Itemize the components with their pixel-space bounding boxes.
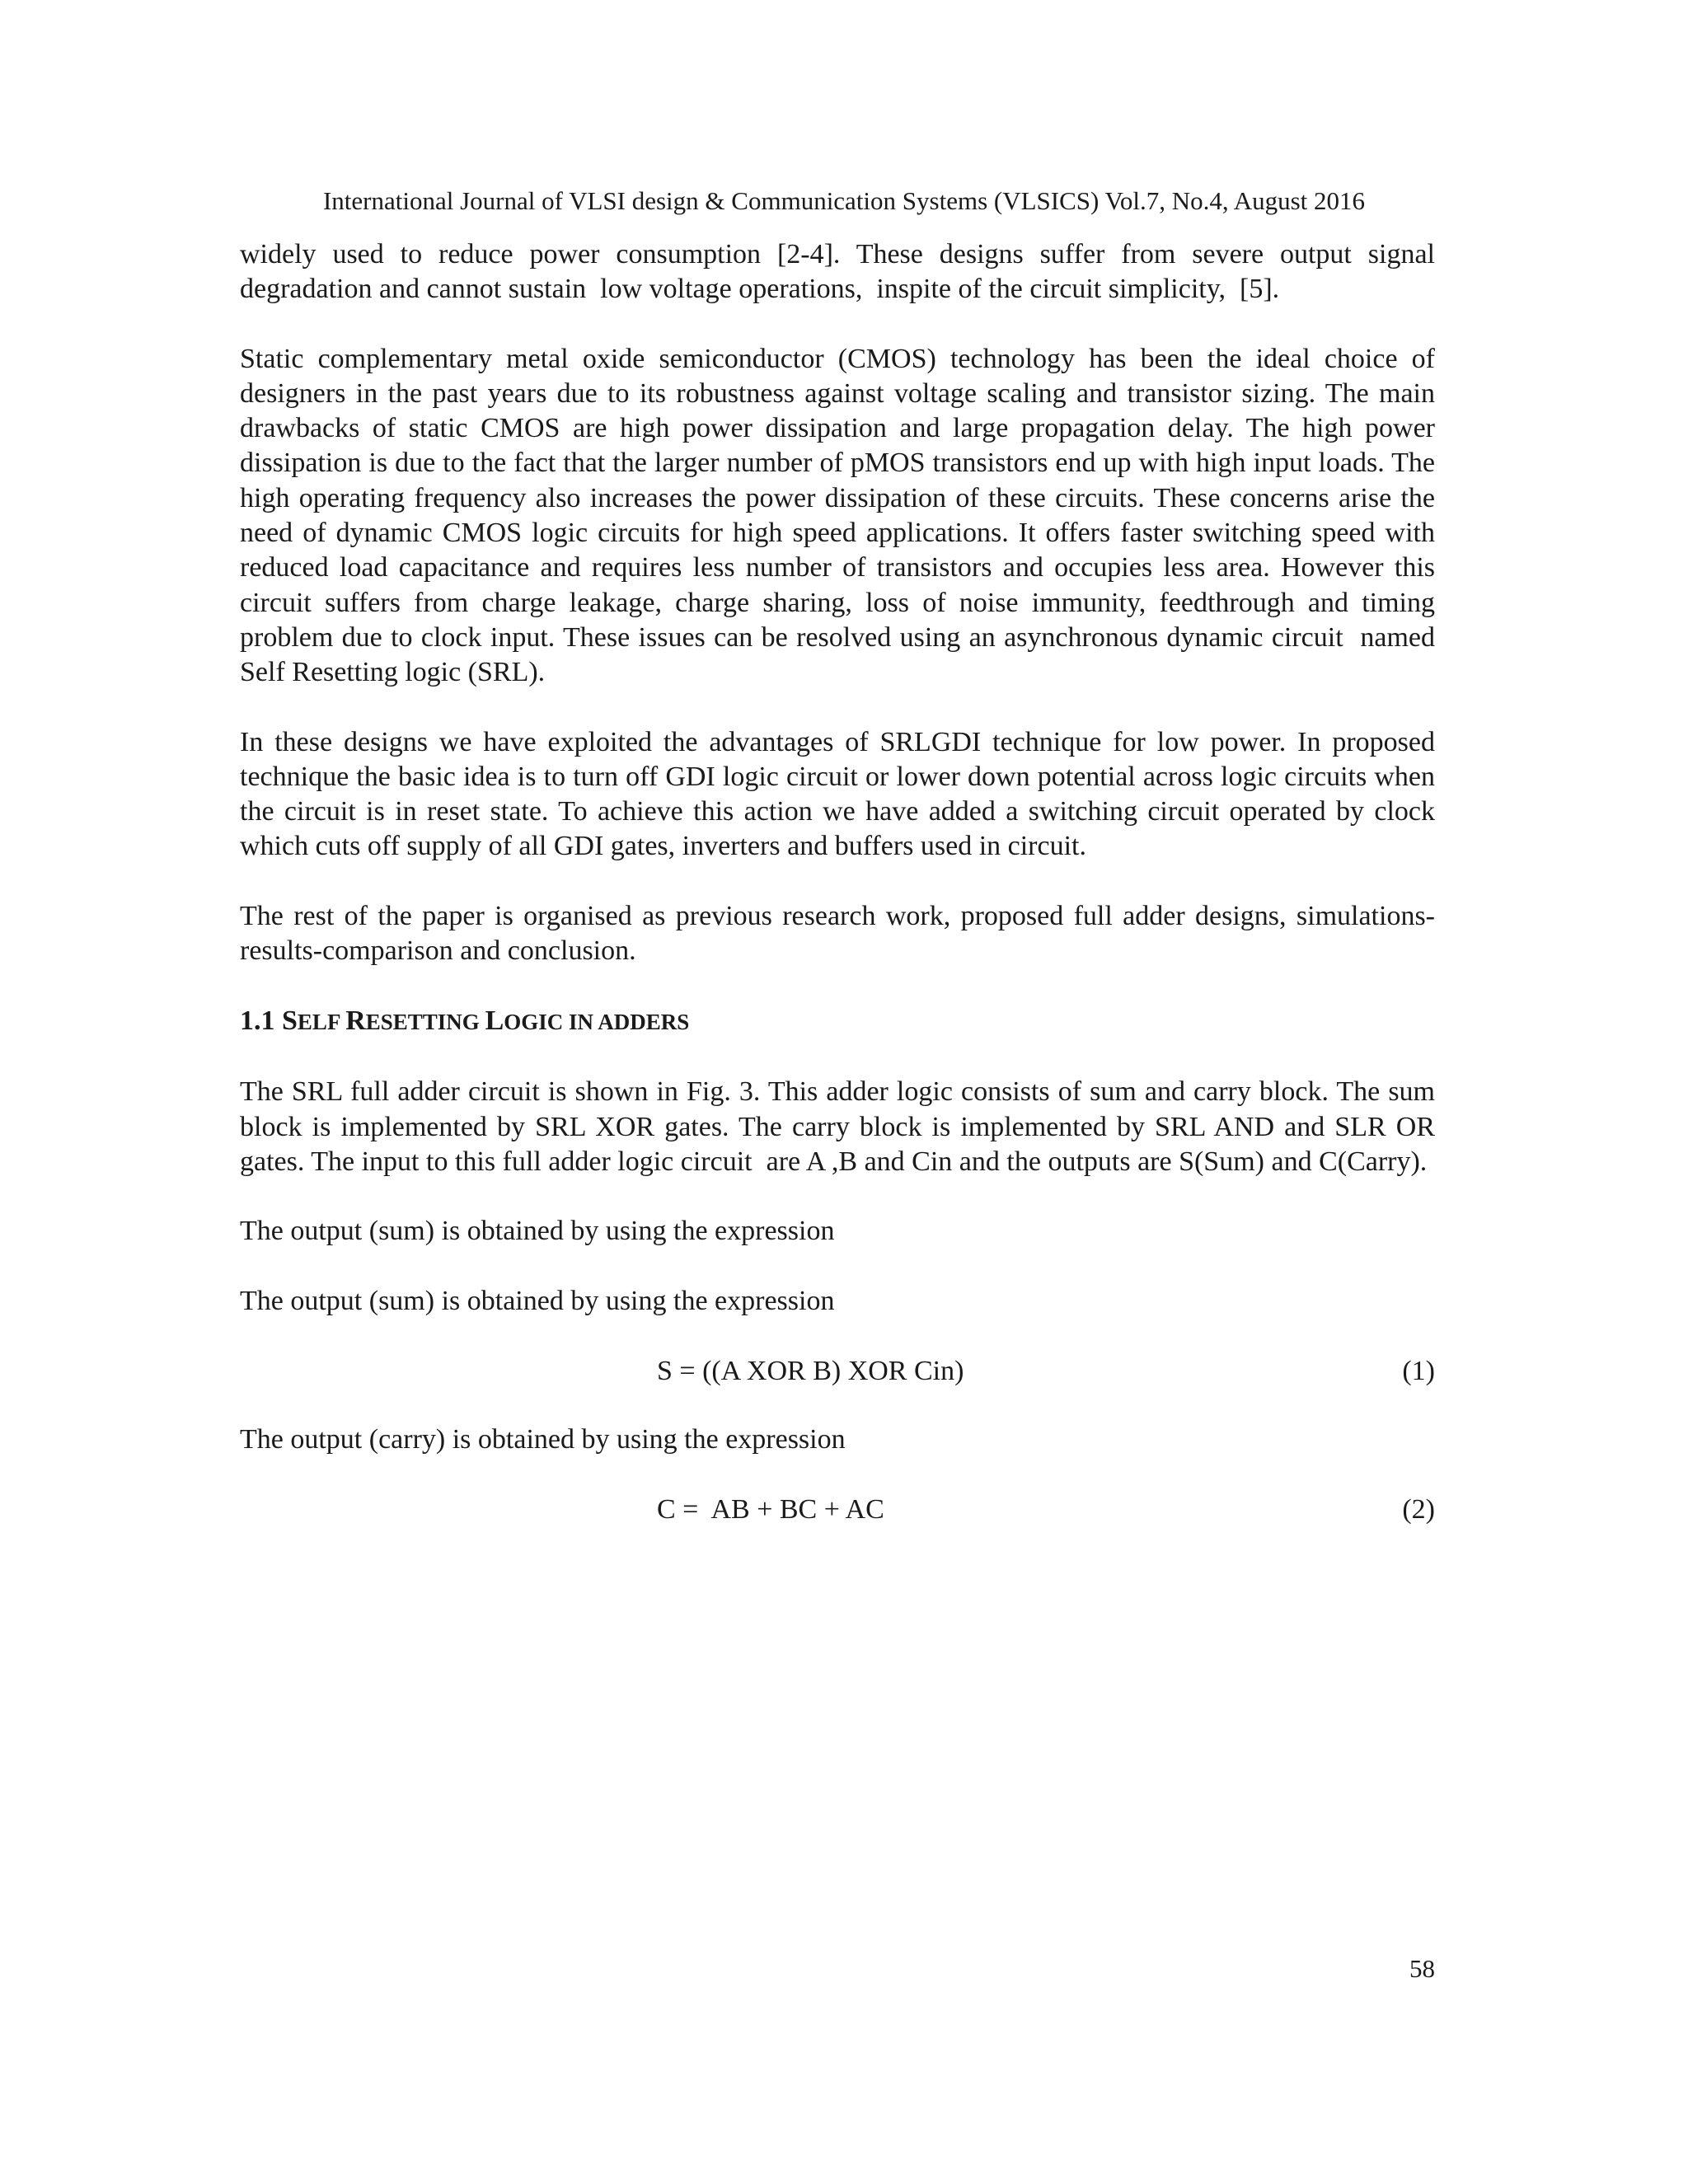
paragraph-sum-expression-intro: The output (sum) is obtained by using the expression (240, 1216, 835, 1247)
heading-smallcaps-elf: ELF (297, 1010, 346, 1035)
equation-carry (240, 1492, 1435, 1528)
paragraph-carry-expression-intro: The output (carry) is obtained by using the expression (240, 1423, 846, 1455)
paragraph-sum-expression-intro-repeat: The output (sum) is obtained by using the expression (240, 1285, 835, 1316)
heading-cap-l: L (485, 1005, 504, 1037)
heading-smallcaps-esetting: ESETTING (365, 1010, 485, 1035)
heading-cap-s: S (282, 1005, 298, 1037)
paragraph-static-cmos: Static complementary metal oxide semiconductor (CMOS) technology has been the ideal choice of designers in the past years due to its robustness against voltage scaling and transistor sizing. The main drawbacks of static CMOS are high power dissipation and large propagation delay. The high power dissipation is due to the fact that the larger number of pMOS transistors end up with high input loads. The high operating frequency also increases the power dissipation of these circuits. These concerns arise the need of dynamic CMOS logic circuits for high speed applications. It offers faster switching speed with reduced load capacitance and requires less number of transistors and occupies less area. However this circuit suffers from charge leakage, charge sharing, loss of noise immunity, feedthrough and timing problem due to clock input. These issues can be resolved using an asynchronous dynamic circuit named Self Resetting logic (SRL). (240, 343, 1442, 688)
heading-smallcaps-ogic: OGIC IN ADDERS (504, 1010, 690, 1035)
equation-sum-number: (1) (1402, 1355, 1435, 1386)
paragraph-srlgdi-technique: In these designs we have exploited the advantages of SRLGDI technique for low power. In proposed technique the basic idea is to turn off GDI logic circuit or lower down potential across logic circuits when the circuit is in reset state. To achieve this action we have added a switching circuit operated by clock which cuts off supply of all GDI gates, inverters and buffers used in circuit. (240, 726, 1442, 862)
paragraph-intro-continuation: widely used to reduce power consumption [2-4]. These designs suffer from severe output signal degradation and cannot sustain low voltage operations, inspite of the circuit simplicity, [5]. (240, 239, 1442, 305)
page-body (240, 237, 1442, 1561)
heading-cap-r: R (345, 1005, 366, 1037)
equation-sum-expression: S = ((A XOR B) XOR Cin) (657, 1355, 964, 1386)
equation-sum (240, 1353, 1435, 1390)
section-number: 1.1 (240, 1005, 282, 1037)
paragraph-srl-full-adder: The SRL full adder circuit is shown in Fig. 3. This adder logic consists of sum and carry block. The sum block is implemented by SRL XOR gates. The carry block is implemented by SRL AND and SLR OR gates. The input to this full adder logic circuit are A ,B and Cin and the outputs are S(Sum) and C(Carry). (240, 1076, 1442, 1177)
section-heading (240, 1003, 1435, 1040)
page-number: 58 (1409, 1954, 1435, 1983)
paragraph-paper-organisation: The rest of the paper is organised as previous research work, proposed full adder designs, simulations-results-comparison and conclusion. (240, 900, 1435, 967)
equation-carry-number: (2) (1402, 1494, 1435, 1526)
equation-carry-expression: C = AB + BC + AC (657, 1494, 884, 1526)
running-header: International Journal of VLSI design & Communication Systems (VLSICS) Vol.7, No.4, August 2016 (322, 186, 1366, 215)
